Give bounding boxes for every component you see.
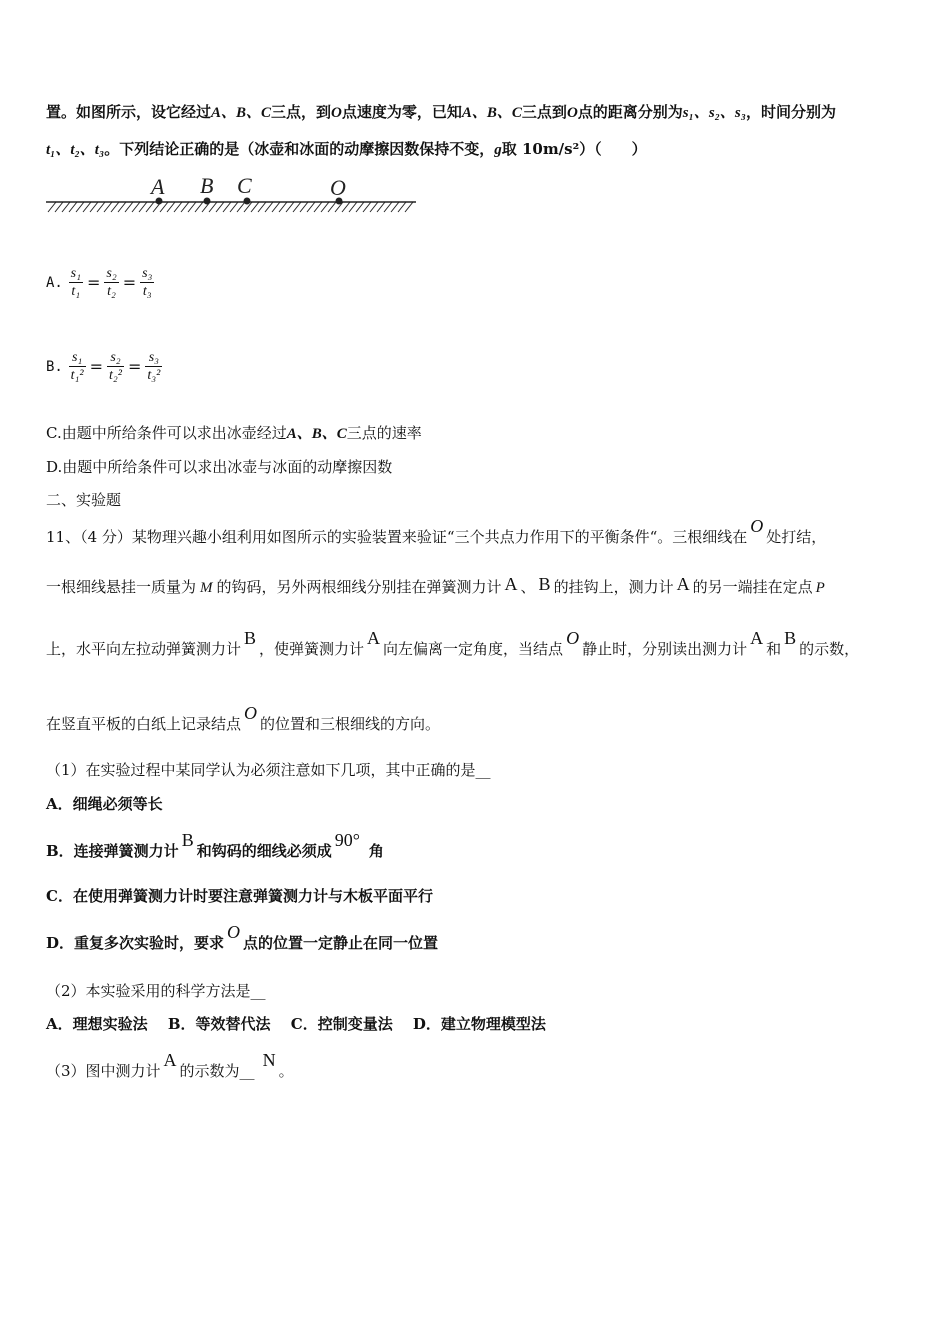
q11-text: 一根细线悬挂一质量为 <box>46 578 197 596</box>
knot-o-symbol: O <box>750 516 764 536</box>
knot-o-symbol: O <box>566 628 580 648</box>
intro-text: 点速度为零，已知 <box>341 103 462 121</box>
choice-c <box>46 886 433 906</box>
point-a-label: A <box>151 174 165 199</box>
choice-c-text: C．在使用弹簧测力计时要注意弹簧测力计与木板平面平行 <box>46 887 433 905</box>
q11-line-3 <box>46 628 860 659</box>
intro-text: 三点到 <box>521 103 567 121</box>
point-c-dot <box>244 198 251 205</box>
q11-text: 的另一端挂在定点 <box>692 578 813 596</box>
sub-question-3 <box>46 1050 294 1081</box>
choice-b <box>46 830 384 861</box>
choice-b-text: B．连接弹簧测力计 <box>46 842 179 860</box>
fraction-s1-t1: $\frac{\text{s₁}}{\text{t₁}}$ <box>70 265 81 299</box>
meter-b-symbol: B <box>538 574 551 594</box>
points-abc: A、B、C <box>286 426 347 442</box>
option-d-text: D.由题中所给条件可以求出冰壶与冰面的动摩擦因数 <box>46 458 393 476</box>
point-o-label: O <box>330 175 346 200</box>
intro-line-2 <box>46 139 647 160</box>
q11-text: 的挂钩上，测力计 <box>553 578 674 596</box>
knot-o-symbol: O <box>244 703 258 723</box>
intro-text: 置。如图所示，设它经过 <box>46 103 212 121</box>
sub-question-1-text: （1）在实验过程中某同学认为必须注意如下几项，其中正确的是__ <box>46 761 491 779</box>
method-choices-text: A．理想实验法 B．等效替代法 C．控制变量法 D．建立物理模型法 <box>46 1015 546 1033</box>
gravity-symbol: g <box>494 142 502 158</box>
q11-text: 在竖直平板的白纸上记录结点 <box>46 715 242 733</box>
option-b-label: B. <box>46 359 63 375</box>
option-c-text: C.由题中所给条件可以求出冰壶经过 <box>46 424 287 442</box>
fraction-s2-t2sq: $\frac{\text{s₂}}{\text{t₂²}}$ <box>109 349 122 383</box>
choice-d-text: D．重复多次实验时，要求 <box>46 934 225 952</box>
q11-text: 11、（4 分）某物理兴趣小组利用如图所示的实验装置来验证“三个共点力作用下的平衡条件“。三根细线在 <box>46 528 748 546</box>
q11-text: 向左偏离一定角度，当结点 <box>383 640 564 658</box>
q11-line-2: 一根细线悬挂一质量为 M 的钩码，另外两根细线分别挂在弹簧测力计 A 、 B 的挂钩上，测力计 A 的另一端挂在定点 P <box>46 574 825 596</box>
point-c-label: C <box>237 173 252 198</box>
point-b-dot <box>204 198 211 205</box>
equals-sign: = <box>89 357 104 376</box>
q11-text: 处打结， <box>766 528 827 546</box>
equals-sign: = <box>86 273 101 292</box>
knot-o-symbol: O <box>227 922 241 942</box>
hatching <box>48 202 413 212</box>
intro-text: ，时间分别为 <box>746 103 837 121</box>
meter-b-symbol: B <box>244 628 257 648</box>
angle-90-symbol: 90° <box>334 830 360 850</box>
distance-list: s₁、s₂、s₃ <box>682 105 746 121</box>
q11-text: 的位置和三根细线的方向。 <box>260 715 441 733</box>
points-abc: A、B、C <box>461 105 522 121</box>
option-a <box>46 258 155 307</box>
option-c <box>46 423 422 444</box>
equals-sign: = <box>127 357 142 376</box>
time-list: t₁、t₂、t₃ <box>46 142 105 158</box>
option-c-text: 三点的速率 <box>346 424 422 442</box>
section-title-text: 二、实验题 <box>46 491 122 509</box>
option-d <box>46 457 392 477</box>
point-o: O <box>566 105 578 121</box>
option-a-label: A. <box>46 275 63 291</box>
sub-question-3-text: 。 <box>278 1062 294 1080</box>
q11-text: ，使弹簧测力计 <box>259 640 365 658</box>
equals-sign: = <box>122 273 137 292</box>
mass-symbol: M <box>200 580 213 596</box>
sub-question-1 <box>46 760 491 780</box>
intro-text: 三点，到 <box>271 103 332 121</box>
q11-text: 静止时，分别读出测力计 <box>582 640 748 658</box>
meter-a-symbol: A <box>504 574 518 594</box>
fraction-s3-t3: $\frac{\text{s₃}}{\text{t₃}}$ <box>142 265 153 299</box>
sub-question-2-text: （2）本实验采用的科学方法是__ <box>46 982 266 1000</box>
intro-text: 取 10m/s²）（ ） <box>501 140 647 158</box>
sub-question-3-text: （3）图中测力计 <box>46 1062 161 1080</box>
sub-question-3-text: 的示数为__ <box>179 1062 255 1080</box>
q11-text: 的示数， <box>799 640 860 658</box>
meter-a-symbol: A <box>676 574 690 594</box>
fraction-s2-t2: $\frac{\text{s₂}}{\text{t₂}}$ <box>106 265 117 299</box>
intro-text: 点的距离分别为 <box>577 103 683 121</box>
meter-a-symbol: A <box>163 1050 177 1070</box>
fraction-s1-t1sq: $\frac{\text{s₁}}{\text{t₁²}}$ <box>70 349 84 383</box>
section-title <box>46 490 121 510</box>
meter-b-symbol: B <box>181 830 194 850</box>
option-b <box>46 342 163 391</box>
newton-unit: N <box>262 1050 276 1070</box>
choice-d-text: 点的位置一定静止在同一位置 <box>243 934 439 952</box>
fraction-s3-t3sq: $\frac{\text{s₃}}{\text{t₃²}}$ <box>147 349 161 383</box>
q11-text: 上，水平向左拉动弹簧测力计 <box>46 640 242 658</box>
q11-line-1 <box>46 516 827 547</box>
choice-a-text: A．细绳必须等长 <box>46 795 163 813</box>
meter-a-symbol: A <box>367 628 381 648</box>
intro-line-1 <box>46 102 836 123</box>
q11-line-4 <box>46 703 441 734</box>
choice-d <box>46 922 439 953</box>
intro-text: 。下列结论正确的是（冰壶和冰面的动摩擦因数保持不变， <box>104 140 495 158</box>
q11-text: 的钩码，另外两根细线分别挂在弹簧测力计 <box>216 578 502 596</box>
point-b-label: B <box>200 173 214 198</box>
choice-a <box>46 794 163 814</box>
ice-surface-diagram <box>44 172 424 222</box>
meter-a-symbol: A <box>750 628 764 648</box>
choice-b-text: 角 <box>368 842 384 860</box>
point-o: O <box>331 105 342 121</box>
method-choices <box>46 1014 546 1034</box>
points-abc: A、B、C <box>211 105 272 121</box>
meter-b-symbol: B <box>784 628 797 648</box>
point-p-symbol: P <box>815 580 825 596</box>
sub-question-2 <box>46 981 266 1001</box>
ice-surface-figure <box>44 172 424 226</box>
choice-b-text: 和钩码的细线必须成 <box>196 842 332 860</box>
q11-text: 和 <box>766 640 782 658</box>
